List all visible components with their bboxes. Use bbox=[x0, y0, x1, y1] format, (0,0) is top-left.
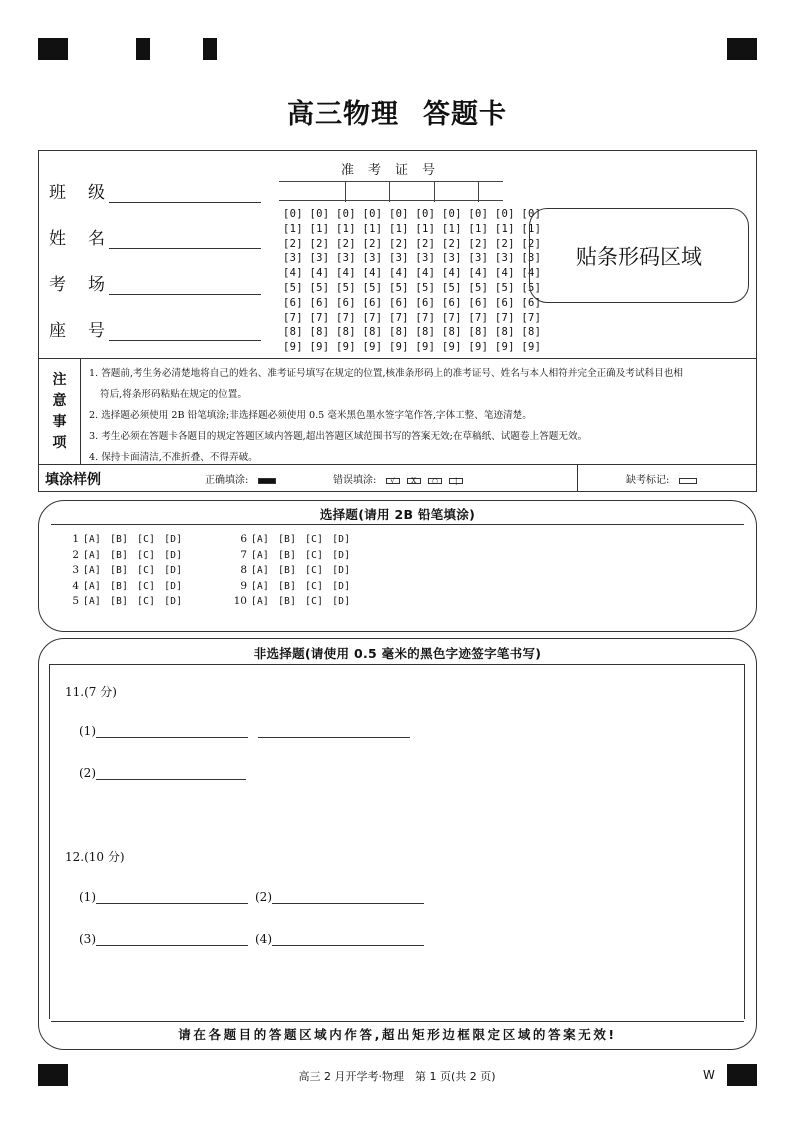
bubble-row-2[interactable]: [2] [2] [2] [2] [2] [2] [2] [2] [2] [2] bbox=[283, 237, 542, 250]
q12-label: 12.(10 分) bbox=[65, 850, 125, 864]
fill-example-row bbox=[39, 464, 756, 491]
answer-line[interactable] bbox=[96, 724, 248, 738]
option-a[interactable]: [A] bbox=[251, 580, 270, 592]
q12-blank-1[interactable] bbox=[79, 890, 248, 904]
position-mark-top-3 bbox=[203, 38, 217, 60]
option-d[interactable]: [D] bbox=[164, 565, 183, 576]
bubble-row-0[interactable]: [0] [0] [0] [0] [0] [0] [0] [0] [0] [0] bbox=[283, 208, 542, 220]
exam-id-box-sep bbox=[434, 182, 435, 202]
q12-blank-4[interactable] bbox=[255, 932, 424, 946]
choice-question-row[interactable] bbox=[61, 548, 191, 564]
notice-item-3: 3. 考生必须在答题卡各题目的规定答题区域内答题,超出答题区域范围书写的答案无效;在草稿纸、试题卷上答题无效。 bbox=[89, 431, 588, 442]
cross-mark-icon: X bbox=[407, 478, 421, 484]
question-number: 1 bbox=[72, 533, 79, 545]
answer-line[interactable] bbox=[96, 932, 248, 946]
barcode-area bbox=[529, 208, 749, 303]
option-b[interactable]: [B] bbox=[278, 534, 297, 545]
option-b[interactable]: [B] bbox=[278, 549, 297, 561]
choice-column-1 bbox=[61, 532, 191, 610]
fill-row-divider bbox=[577, 465, 578, 491]
option-a[interactable]: [A] bbox=[83, 534, 102, 545]
option-c[interactable]: [C] bbox=[137, 534, 156, 545]
choice-column-2 bbox=[229, 532, 359, 610]
option-b[interactable]: [B] bbox=[278, 596, 297, 607]
answer-line[interactable] bbox=[272, 890, 424, 904]
question-number: 7 bbox=[240, 548, 247, 561]
answer-area-box[interactable] bbox=[49, 664, 745, 1019]
answer-line[interactable] bbox=[258, 724, 410, 738]
option-c[interactable]: [C] bbox=[305, 565, 324, 576]
question-number: 6 bbox=[240, 533, 247, 545]
class-line[interactable] bbox=[109, 185, 261, 203]
notice-item-4: 4. 保持卡面清洁,不准折叠、不得弄破。 bbox=[89, 452, 258, 463]
option-d[interactable]: [D] bbox=[332, 596, 351, 607]
option-c[interactable]: [C] bbox=[137, 565, 156, 576]
option-c[interactable]: [C] bbox=[137, 549, 156, 561]
option-b[interactable]: [B] bbox=[110, 565, 129, 576]
absent-mark-label: 缺考标记: bbox=[626, 475, 670, 486]
correct-fill bbox=[205, 471, 280, 486]
choice-question-row[interactable] bbox=[229, 548, 359, 564]
option-b[interactable]: [B] bbox=[110, 534, 129, 545]
answer-area-bottom-rule bbox=[51, 1021, 744, 1022]
choice-question-row[interactable] bbox=[229, 532, 359, 548]
title-main: 高三物理 bbox=[287, 99, 399, 130]
option-c[interactable]: [C] bbox=[305, 596, 324, 607]
q11-blank-2-label: (2) bbox=[79, 766, 96, 780]
question-number: 9 bbox=[240, 579, 247, 592]
exam-id-box-sep bbox=[389, 182, 390, 202]
option-b[interactable]: [B] bbox=[110, 580, 129, 592]
choice-section bbox=[38, 500, 757, 632]
option-c[interactable]: [C] bbox=[137, 580, 156, 592]
option-c[interactable]: [C] bbox=[305, 534, 324, 545]
q12-blank-4-label: (4) bbox=[255, 932, 272, 946]
bubble-row-1[interactable]: [1] [1] [1] [1] [1] [1] [1] [1] [1] [1] bbox=[283, 222, 542, 235]
notice-label bbox=[39, 359, 81, 465]
option-a[interactable]: [A] bbox=[83, 549, 102, 561]
nonchoice-section bbox=[38, 638, 757, 1050]
option-b[interactable]: [B] bbox=[110, 549, 129, 561]
bubble-row-3[interactable]: [3] [3] [3] [3] [3] [3] [3] [3] [3] [3] bbox=[283, 252, 542, 265]
seat-field[interactable] bbox=[49, 316, 261, 341]
bubble-row-8[interactable]: [8] [8] [8] [8] [8] [8] [8] [8] [8] [8] bbox=[283, 326, 542, 339]
bubble-row-4[interactable]: [4] [4] [4] [4] [4] [4] [4] [4] [4] [4] bbox=[283, 267, 542, 280]
bubble-row-7[interactable]: [7] [7] [7] [7] [7] [7] [7] [7] [7] [7] bbox=[283, 311, 542, 324]
correct-fill-label: 正确填涂: bbox=[205, 475, 249, 486]
option-d[interactable]: [D] bbox=[332, 534, 351, 545]
option-c[interactable]: [C] bbox=[305, 549, 324, 561]
q12-blank-2-label: (2) bbox=[255, 890, 272, 904]
exam-id-box-sep bbox=[345, 182, 346, 202]
option-b[interactable]: [B] bbox=[278, 580, 297, 592]
choice-question-row[interactable] bbox=[61, 532, 191, 548]
notice-label-char: 项 bbox=[52, 435, 67, 451]
exam-id-bubble-grid[interactable] bbox=[283, 207, 541, 355]
class-field[interactable] bbox=[49, 178, 261, 203]
wrong-fill bbox=[333, 471, 467, 486]
option-a[interactable]: [A] bbox=[251, 549, 270, 561]
question-number: 2 bbox=[72, 548, 79, 561]
answer-area-warning: 请在各题目的答题区域内作答,超出矩形边框限定区域的答案无效! bbox=[178, 1027, 617, 1042]
option-d[interactable]: [D] bbox=[164, 549, 183, 561]
exam-room-field[interactable] bbox=[49, 270, 261, 295]
answer-line[interactable] bbox=[96, 766, 246, 780]
exam-id-title: 准考证号 bbox=[341, 163, 450, 178]
notice-list bbox=[89, 363, 749, 468]
option-a[interactable]: [A] bbox=[251, 534, 270, 545]
bar-mark-icon: | bbox=[449, 478, 463, 484]
answer-line[interactable] bbox=[96, 890, 248, 904]
notice-item-2: 2. 选择题必须使用 2B 铅笔填涂;非选择题必须使用 0.5 毫米黑色墨水签字笔作答,字体工整、笔迹清楚。 bbox=[89, 410, 532, 421]
option-a[interactable]: [A] bbox=[83, 580, 102, 592]
option-d[interactable]: [D] bbox=[164, 534, 183, 545]
fill-example-label: 填涂样例 bbox=[45, 472, 101, 488]
option-a[interactable]: [A] bbox=[83, 565, 102, 576]
bubble-row-9[interactable]: [9] [9] [9] [9] [9] [9] [9] [9] [9] [9] bbox=[283, 341, 542, 354]
question-number: 8 bbox=[240, 564, 247, 576]
question-number: 4 bbox=[72, 579, 79, 592]
answer-line[interactable] bbox=[272, 932, 424, 946]
position-mark-top-left bbox=[38, 38, 68, 60]
barcode-label: 贴条形码区域 bbox=[576, 244, 702, 269]
option-a[interactable]: [A] bbox=[251, 565, 270, 576]
exam-id-write-boxes[interactable] bbox=[279, 181, 503, 201]
option-d[interactable]: [D] bbox=[164, 580, 183, 592]
question-number: 3 bbox=[72, 564, 79, 576]
q11-blank-1[interactable] bbox=[79, 724, 410, 738]
choice-question-row[interactable] bbox=[229, 594, 359, 610]
footer-version-letter: W bbox=[703, 1068, 715, 1082]
question-number: 5 bbox=[72, 595, 79, 607]
bubble-row-5[interactable]: [5] [5] [5] [5] [5] [5] [5] [5] [5] [5] bbox=[283, 281, 542, 294]
bubble-row-6[interactable]: [6] [6] [6] [6] [6] [6] [6] [6] [6] [6] bbox=[283, 296, 542, 309]
q11-label: 11.(7 分) bbox=[65, 685, 117, 699]
option-d[interactable]: [D] bbox=[164, 596, 183, 607]
wrong-fill-label: 错误填涂: bbox=[333, 475, 377, 486]
q12-blank-2[interactable] bbox=[255, 890, 424, 904]
choice-question-row[interactable] bbox=[61, 594, 191, 610]
position-mark-top-2 bbox=[136, 38, 150, 60]
notice-item-1-cont: 符后,将条形码粘贴在规定的位置。 bbox=[100, 389, 247, 400]
notice-label-char: 注 bbox=[52, 372, 67, 388]
exam-id-box-sep bbox=[478, 182, 479, 202]
nonchoice-section-title: 非选择题(请使用 0.5 毫米的黑色字迹签字笔书写) bbox=[253, 646, 542, 661]
notice-label-char: 意 bbox=[52, 393, 67, 409]
title-sub: 答题卡 bbox=[423, 99, 507, 130]
option-a[interactable]: [A] bbox=[83, 596, 102, 607]
name-field[interactable] bbox=[49, 224, 261, 249]
check-mark-icon: √ bbox=[386, 478, 400, 484]
option-c[interactable]: [C] bbox=[137, 596, 156, 607]
choice-question-row[interactable] bbox=[61, 579, 191, 595]
notice-item-1: 1. 答题前,考生务必清楚地将自己的姓名、准考证号填写在规定的位置,核准条形码上的准考证号、姓名与本人相符并完全正确及考试科目也相 bbox=[89, 368, 683, 379]
option-d[interactable]: [D] bbox=[332, 580, 351, 592]
q12-blank-1-label: (1) bbox=[79, 890, 96, 904]
circle-mark-icon: ○ bbox=[428, 478, 442, 484]
question-number: 10 bbox=[233, 595, 247, 607]
option-c[interactable]: [C] bbox=[305, 580, 324, 592]
option-a[interactable]: [A] bbox=[251, 596, 270, 607]
option-b[interactable]: [B] bbox=[278, 565, 297, 576]
class-label: 班级 bbox=[49, 183, 127, 203]
notice-area bbox=[39, 358, 756, 464]
choice-section-rule bbox=[51, 524, 744, 525]
choice-section-title: 选择题(请用 2B 铅笔填涂) bbox=[319, 507, 476, 522]
seat-line[interactable] bbox=[109, 323, 261, 341]
exam-room-line[interactable] bbox=[109, 277, 261, 295]
page-footer: 高三 2 月开学考·物理 第 1 页(共 2 页) bbox=[298, 1070, 496, 1083]
q11-blank-1-label: (1) bbox=[79, 724, 96, 738]
absent-mark bbox=[626, 471, 701, 486]
filled-bubble-icon bbox=[258, 478, 276, 484]
notice-label-char: 事 bbox=[52, 414, 67, 430]
choice-question-row[interactable] bbox=[229, 563, 359, 579]
name-line[interactable] bbox=[109, 231, 261, 249]
option-b[interactable]: [B] bbox=[110, 596, 129, 607]
name-label: 姓名 bbox=[49, 229, 127, 249]
position-mark-top-right bbox=[727, 38, 757, 60]
absent-mark-box[interactable] bbox=[679, 478, 697, 484]
page-title bbox=[0, 92, 794, 131]
choice-question-row[interactable] bbox=[229, 579, 359, 595]
seat-label: 座号 bbox=[49, 321, 127, 341]
q11-blank-2[interactable] bbox=[79, 766, 246, 780]
choice-question-row[interactable] bbox=[61, 563, 191, 579]
option-d[interactable]: [D] bbox=[332, 565, 351, 576]
student-info-box bbox=[38, 150, 757, 492]
q12-blank-3[interactable] bbox=[79, 932, 248, 946]
option-d[interactable]: [D] bbox=[332, 549, 351, 561]
exam-room-label: 考场 bbox=[49, 275, 127, 295]
q12-blank-3-label: (3) bbox=[79, 932, 96, 946]
